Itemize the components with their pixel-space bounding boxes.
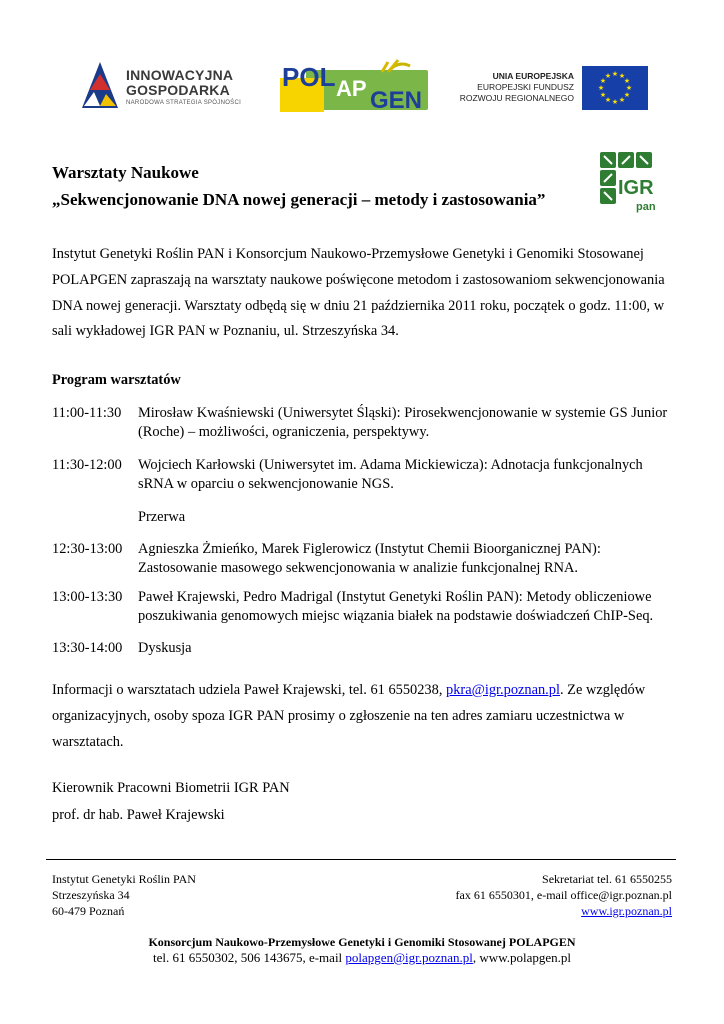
program-text: Przerwa [138, 509, 186, 525]
info-text-before: Informacji o warsztatach udziela Paweł Krajewski, tel. 61 6550238, [52, 682, 447, 698]
program-text: Agnieszka Żmieńko, Marek Figlerowicz (Instytut Chemii Bioorganicznej PAN): Zastosowanie masowego sekwencjonowania w analizie funkcjonalnej RNA. [138, 541, 601, 576]
igr-pan-logo-icon [596, 150, 656, 216]
page-title: Warsztaty Naukowe [52, 163, 199, 182]
logo-line-3: NARODOWA STRATEGIA SPÓJNOŚCI [126, 100, 242, 106]
svg-text:★: ★ [597, 84, 605, 92]
info-text-after: . Ze względów organizacyjnych, osoby spoza IGR PAN prosimy o zgłoszenie na ten adres zamiaru uczestnictwa w warsztatach. [52, 682, 646, 750]
polapgen-text-ap: AP [336, 76, 367, 101]
footer-phone: Sekretariat tel. 61 6550255 [542, 872, 672, 886]
logo-line-1: INNOWACYJNA [126, 67, 234, 83]
svg-text:★: ★ [604, 72, 612, 80]
eu-flag-icon [582, 66, 648, 110]
page-subtitle: „Sekwencjonowanie DNA nowej generacji – metody i zastosowania” [52, 190, 546, 209]
svg-text:★: ★ [623, 77, 631, 85]
svg-text:★: ★ [618, 96, 626, 104]
innowacyjna-gospodarka-logo [80, 60, 255, 112]
footer-consortium-web: , www.polapgen.pl [472, 950, 572, 965]
eu-logo [459, 66, 648, 112]
footer-divider [46, 859, 676, 860]
program-time: 11:30-12:00 [52, 457, 122, 473]
footer-website-link[interactable]: www.igr.poznan.pl [581, 904, 672, 918]
igr-sub-text: pan [636, 201, 656, 213]
signature-name: prof. dr hab. Paweł Krajewski [52, 807, 225, 823]
program-time: 13:30-14:00 [52, 640, 123, 656]
footer-contact [456, 871, 672, 919]
program-time: 11:00-11:30 [52, 405, 122, 421]
svg-text:★: ★ [599, 91, 607, 99]
footer-consortium: Konsorcjum Naukowo-Przemysłowe Genetyki i Genomiki Stosowanej POLAPGEN [148, 935, 576, 949]
igr-pan-logo [596, 150, 656, 216]
footer-address-line: 60-479 Poznań [52, 904, 125, 918]
program-text: Mirosław Kwaśniewski (Uniwersytet Śląski): Pirosekwencjonowanie w systemie GS Junior (Roche) – możliwości, ograniczenia, perspektywy. [138, 405, 668, 440]
polapgen-text-gen: GEN [370, 87, 423, 114]
svg-text:★: ★ [618, 72, 626, 80]
eu-line-3: ROZWOJU REGIONALNEGO [459, 93, 574, 103]
footer-consortium-contact [0, 950, 724, 966]
contact-email-link[interactable]: pkra@igr.poznan.pl [446, 682, 560, 698]
polapgen-text-pol: POL [282, 62, 336, 92]
program-heading: Program warsztatów [52, 372, 181, 388]
eu-line-2: EUROPEJSKI FUNDUSZ [477, 82, 574, 92]
svg-text:★: ★ [623, 91, 631, 99]
signature-title: Kierownik Pracowni Biometrii IGR PAN [52, 780, 290, 796]
eu-line-1: UNIA EUROPEJSKA [492, 71, 574, 81]
svg-text:★: ★ [625, 84, 633, 92]
svg-text:★: ★ [611, 70, 619, 78]
program-text: Wojciech Karłowski (Uniwersytet im. Adama Mickiewicza): Adnotacja funkcjonalnych sRNA w oparciu o sekwencjonowanie NGS. [138, 457, 643, 492]
footer-consortium-email-link[interactable]: polapgen@igr.poznan.pl [345, 950, 473, 965]
program-time: 13:00-13:30 [52, 589, 123, 605]
svg-text:★: ★ [611, 98, 619, 106]
program-text: Dyskusja [138, 640, 192, 656]
igr-text: IGR [618, 177, 654, 199]
footer-consortium-phone: tel. 61 6550302, 506 143675, e-mail [152, 950, 346, 965]
footer-address-line: Strzeszyńska 34 [52, 888, 130, 902]
intro-paragraph: Instytut Genetyki Roślin PAN i Konsorcjum Naukowo-Przemysłowe Genetyki i Genomiki Stosowanej POLAPGEN zapraszają na warsztaty naukowe poświęcone metodom i zastosowaniom sekwencjonowania DNA nowej generacji. Warsztaty odbędą się w dniu 21 października 2011 roku, początek o godz. 11:00, w sali wykładowej IGR PAN w Poznaniu, ul. Strzeszyńska 34. [52, 246, 665, 340]
polapgen-logo [278, 58, 430, 114]
polapgen-logo-icon [278, 58, 430, 114]
footer-address [52, 871, 196, 919]
svg-text:★: ★ [604, 96, 612, 104]
program-text: Paweł Krajewski, Pedro Madrigal (Instytut Genetyki Roślin PAN): Metody obliczeniowe poszukiwania genomowych miejsc wiązania białek na podstawie doświadczeń ChIP-Seq. [138, 589, 654, 624]
footer-address-line: Instytut Genetyki Roślin PAN [52, 872, 196, 886]
svg-text:★: ★ [599, 77, 607, 85]
info-paragraph [52, 678, 672, 755]
logo-line-2: GOSPODARKA [126, 82, 230, 98]
footer-fax-email: fax 61 6550301, e-mail office@igr.poznan.pl [455, 888, 672, 902]
innowacyjna-mark-icon [80, 60, 120, 110]
program-time: 12:30-13:00 [52, 541, 123, 557]
